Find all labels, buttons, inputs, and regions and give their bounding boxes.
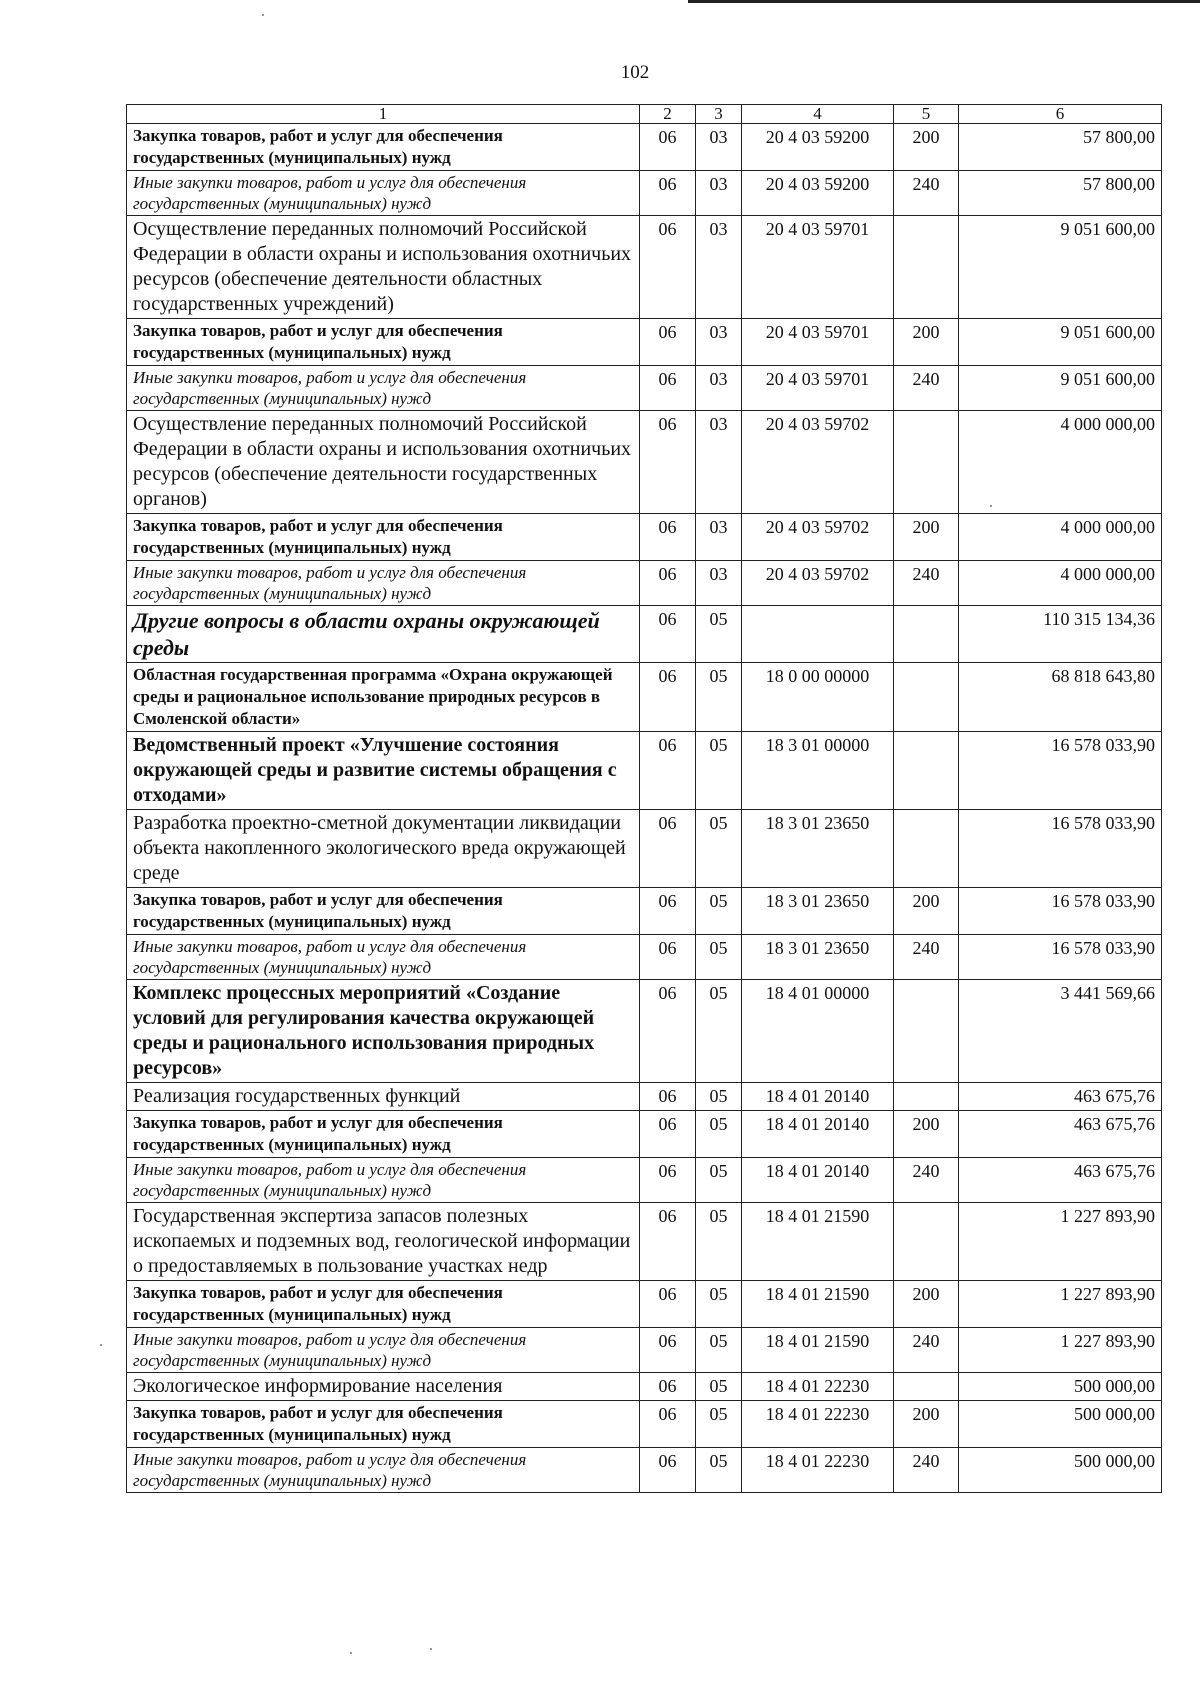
- row-expense-type: 200: [894, 319, 959, 366]
- row-subsection-code: 05: [696, 1373, 742, 1401]
- row-expense-type: [894, 663, 959, 732]
- row-expense-type: [894, 411, 959, 514]
- row-name: Областная государственная программа «Охрана окружающей среды и рациональное использование природных ресурсов в Смоленской области»: [127, 663, 640, 732]
- table-row: [127, 935, 1162, 980]
- row-amount: 16 578 033,90: [959, 732, 1162, 810]
- table-row: [127, 171, 1162, 216]
- row-name: Закупка товаров, работ и услуг для обеспечения государственных (муниципальных) нужд: [127, 319, 640, 366]
- table-row: [127, 319, 1162, 366]
- table-row: [127, 216, 1162, 319]
- row-section-code: 06: [640, 514, 696, 561]
- row-section-code: 06: [640, 1281, 696, 1328]
- row-section-code: 06: [640, 1328, 696, 1373]
- row-amount: 9 051 600,00: [959, 366, 1162, 411]
- table-row: [127, 1328, 1162, 1373]
- table-row: [127, 1203, 1162, 1281]
- row-target-article: 18 4 01 20140: [742, 1158, 894, 1203]
- column-header: 2: [640, 105, 696, 124]
- row-target-article: 18 4 01 21590: [742, 1281, 894, 1328]
- row-name: Закупка товаров, работ и услуг для обеспечения государственных (муниципальных) нужд: [127, 1111, 640, 1158]
- row-expense-type: [894, 1203, 959, 1281]
- row-expense-type: 200: [894, 514, 959, 561]
- row-subsection-code: 03: [696, 411, 742, 514]
- row-name: Иные закупки товаров, работ и услуг для обеспечения государственных (муниципальных) нужд: [127, 1448, 640, 1493]
- row-expense-type: 200: [894, 1401, 959, 1448]
- row-amount: 16 578 033,90: [959, 888, 1162, 935]
- row-target-article: 18 4 01 20140: [742, 1083, 894, 1111]
- row-section-code: 06: [640, 935, 696, 980]
- table-row: [127, 888, 1162, 935]
- column-header: 4: [742, 105, 894, 124]
- row-amount: 463 675,76: [959, 1111, 1162, 1158]
- row-expense-type: 240: [894, 935, 959, 980]
- row-amount: 110 315 134,36: [959, 606, 1162, 663]
- row-expense-type: [894, 606, 959, 663]
- row-target-article: [742, 606, 894, 663]
- table-row: [127, 810, 1162, 888]
- row-amount: 500 000,00: [959, 1448, 1162, 1493]
- table-row: [127, 1281, 1162, 1328]
- row-expense-type: 240: [894, 171, 959, 216]
- table-row: [127, 514, 1162, 561]
- row-amount: 1 227 893,90: [959, 1203, 1162, 1281]
- row-target-article: 18 3 01 23650: [742, 810, 894, 888]
- row-target-article: 18 3 01 23650: [742, 888, 894, 935]
- column-header: 1: [127, 105, 640, 124]
- row-subsection-code: 05: [696, 810, 742, 888]
- row-target-article: 20 4 03 59701: [742, 319, 894, 366]
- row-section-code: 06: [640, 810, 696, 888]
- row-name: Иные закупки товаров, работ и услуг для обеспечения государственных (муниципальных) нужд: [127, 561, 640, 606]
- row-target-article: 18 3 01 23650: [742, 935, 894, 980]
- row-target-article: 18 4 01 00000: [742, 980, 894, 1083]
- row-name: Иные закупки товаров, работ и услуг для обеспечения государственных (муниципальных) нужд: [127, 366, 640, 411]
- table-row: [127, 732, 1162, 810]
- row-expense-type: 240: [894, 366, 959, 411]
- row-amount: 4 000 000,00: [959, 561, 1162, 606]
- budget-table: [126, 104, 1162, 1493]
- row-expense-type: [894, 980, 959, 1083]
- row-subsection-code: 05: [696, 1281, 742, 1328]
- top-edge-rule: [688, 0, 1200, 3]
- row-target-article: 20 4 03 59701: [742, 216, 894, 319]
- table-row: [127, 411, 1162, 514]
- table-row: [127, 1083, 1162, 1111]
- row-name: Закупка товаров, работ и услуг для обеспечения государственных (муниципальных) нужд: [127, 1281, 640, 1328]
- row-section-code: 06: [640, 1401, 696, 1448]
- row-amount: 9 051 600,00: [959, 319, 1162, 366]
- table-row: [127, 980, 1162, 1083]
- row-subsection-code: 05: [696, 1158, 742, 1203]
- column-header: 5: [894, 105, 959, 124]
- row-target-article: 18 0 00 00000: [742, 663, 894, 732]
- row-amount: 16 578 033,90: [959, 810, 1162, 888]
- row-target-article: 18 4 01 21590: [742, 1203, 894, 1281]
- row-target-article: 20 4 03 59702: [742, 411, 894, 514]
- row-subsection-code: 03: [696, 216, 742, 319]
- row-section-code: 06: [640, 980, 696, 1083]
- row-expense-type: 240: [894, 1328, 959, 1373]
- row-section-code: 06: [640, 732, 696, 810]
- row-section-code: 06: [640, 216, 696, 319]
- row-expense-type: [894, 810, 959, 888]
- table-row: [127, 1111, 1162, 1158]
- row-subsection-code: 05: [696, 1328, 742, 1373]
- row-target-article: 20 4 03 59702: [742, 514, 894, 561]
- row-subsection-code: 03: [696, 124, 742, 171]
- row-name: Иные закупки товаров, работ и услуг для обеспечения государственных (муниципальных) нужд: [127, 935, 640, 980]
- row-amount: 57 800,00: [959, 124, 1162, 171]
- row-name: Осуществление переданных полномочий Российской Федерации в области охраны и использования охотничьих ресурсов (обеспечение деятельности областных государственных учреждений): [127, 216, 640, 319]
- row-subsection-code: 03: [696, 561, 742, 606]
- row-section-code: 06: [640, 319, 696, 366]
- row-amount: 1 227 893,90: [959, 1281, 1162, 1328]
- row-target-article: 18 4 01 22230: [742, 1373, 894, 1401]
- row-name: Разработка проектно-сметной документации ликвидации объекта накопленного экологического вреда окружающей среде: [127, 810, 640, 888]
- row-amount: 1 227 893,90: [959, 1328, 1162, 1373]
- row-section-code: 06: [640, 1158, 696, 1203]
- row-amount: 500 000,00: [959, 1373, 1162, 1401]
- row-amount: 4 000 000,00: [959, 514, 1162, 561]
- row-name: Осуществление переданных полномочий Российской Федерации в области охраны и использования охотничьих ресурсов (обеспечение деятельности государственных органов): [127, 411, 640, 514]
- row-subsection-code: 05: [696, 1203, 742, 1281]
- column-header: 6: [959, 105, 1162, 124]
- row-subsection-code: 05: [696, 606, 742, 663]
- row-section-code: 06: [640, 366, 696, 411]
- row-target-article: 18 4 01 21590: [742, 1328, 894, 1373]
- column-number-row: [127, 105, 1162, 124]
- row-subsection-code: 05: [696, 1111, 742, 1158]
- row-name: Иные закупки товаров, работ и услуг для обеспечения государственных (муниципальных) нужд: [127, 1328, 640, 1373]
- row-expense-type: 240: [894, 1158, 959, 1203]
- row-target-article: 18 4 01 20140: [742, 1111, 894, 1158]
- table-row: [127, 1373, 1162, 1401]
- row-section-code: 06: [640, 411, 696, 514]
- row-amount: 9 051 600,00: [959, 216, 1162, 319]
- column-header: 3: [696, 105, 742, 124]
- table-row: [127, 1401, 1162, 1448]
- row-amount: 4 000 000,00: [959, 411, 1162, 514]
- row-name: Иные закупки товаров, работ и услуг для обеспечения государственных (муниципальных) нужд: [127, 1158, 640, 1203]
- row-name: Комплекс процессных мероприятий «Создание условий для регулирования качества окружающей среды и рационального использования природных ресурсов»: [127, 980, 640, 1083]
- row-subsection-code: 05: [696, 888, 742, 935]
- row-expense-type: 240: [894, 561, 959, 606]
- row-expense-type: 200: [894, 888, 959, 935]
- row-section-code: 06: [640, 663, 696, 732]
- row-subsection-code: 05: [696, 1401, 742, 1448]
- table-row: [127, 1158, 1162, 1203]
- row-expense-type: [894, 216, 959, 319]
- table-row: [127, 1448, 1162, 1493]
- table-body: [127, 124, 1162, 1493]
- row-name: Экологическое информирование населения: [127, 1373, 640, 1401]
- row-name: Закупка товаров, работ и услуг для обеспечения государственных (муниципальных) нужд: [127, 514, 640, 561]
- scan-speck: [350, 1652, 352, 1654]
- row-name: Закупка товаров, работ и услуг для обеспечения государственных (муниципальных) нужд: [127, 1401, 640, 1448]
- row-target-article: 18 4 01 22230: [742, 1401, 894, 1448]
- row-section-code: 06: [640, 171, 696, 216]
- row-section-code: 06: [640, 1203, 696, 1281]
- row-amount: 16 578 033,90: [959, 935, 1162, 980]
- row-name: Закупка товаров, работ и услуг для обеспечения государственных (муниципальных) нужд: [127, 888, 640, 935]
- row-expense-type: 200: [894, 1111, 959, 1158]
- row-name: Реализация государственных функций: [127, 1083, 640, 1111]
- row-section-code: 06: [640, 1373, 696, 1401]
- row-amount: 463 675,76: [959, 1158, 1162, 1203]
- table-row: [127, 663, 1162, 732]
- row-subsection-code: 05: [696, 1083, 742, 1111]
- page-number: 102: [620, 62, 650, 83]
- row-target-article: 20 4 03 59701: [742, 366, 894, 411]
- row-subsection-code: 05: [696, 935, 742, 980]
- row-section-code: 06: [640, 1083, 696, 1111]
- row-amount: 68 818 643,80: [959, 663, 1162, 732]
- row-subsection-code: 03: [696, 366, 742, 411]
- row-section-code: 06: [640, 1111, 696, 1158]
- row-target-article: 20 4 03 59702: [742, 561, 894, 606]
- row-subsection-code: 05: [696, 980, 742, 1083]
- row-amount: 463 675,76: [959, 1083, 1162, 1111]
- row-name: Иные закупки товаров, работ и услуг для обеспечения государственных (муниципальных) нужд: [127, 171, 640, 216]
- row-expense-type: 200: [894, 124, 959, 171]
- row-expense-type: 200: [894, 1281, 959, 1328]
- row-section-code: 06: [640, 1448, 696, 1493]
- scan-speck: [262, 14, 264, 16]
- row-expense-type: [894, 1373, 959, 1401]
- row-target-article: 20 4 03 59200: [742, 124, 894, 171]
- row-amount: 57 800,00: [959, 171, 1162, 216]
- row-subsection-code: 03: [696, 319, 742, 366]
- row-amount: 500 000,00: [959, 1401, 1162, 1448]
- row-section-code: 06: [640, 606, 696, 663]
- row-expense-type: [894, 1083, 959, 1111]
- row-amount: 3 441 569,66: [959, 980, 1162, 1083]
- row-target-article: 18 3 01 00000: [742, 732, 894, 810]
- row-target-article: 18 4 01 22230: [742, 1448, 894, 1493]
- row-subsection-code: 05: [696, 663, 742, 732]
- row-section-code: 06: [640, 124, 696, 171]
- scan-speck: [100, 1344, 102, 1346]
- row-section-code: 06: [640, 888, 696, 935]
- row-expense-type: 240: [894, 1448, 959, 1493]
- scan-speck: [430, 1648, 432, 1650]
- row-subsection-code: 05: [696, 1448, 742, 1493]
- table-row: [127, 124, 1162, 171]
- row-expense-type: [894, 732, 959, 810]
- row-subsection-code: 05: [696, 732, 742, 810]
- row-subsection-code: 03: [696, 514, 742, 561]
- table-row: [127, 366, 1162, 411]
- table-row: [127, 561, 1162, 606]
- row-target-article: 20 4 03 59200: [742, 171, 894, 216]
- row-subsection-code: 03: [696, 171, 742, 216]
- row-section-code: 06: [640, 561, 696, 606]
- row-name: Другие вопросы в области охраны окружающей среды: [127, 606, 640, 663]
- row-name: Ведомственный проект «Улучшение состояния окружающей среды и развитие системы обращения с отходами»: [127, 732, 640, 810]
- row-name: Государственная экспертиза запасов полезных ископаемых и подземных вод, геологической информации о предоставляемых в пользование участках недр: [127, 1203, 640, 1281]
- row-name: Закупка товаров, работ и услуг для обеспечения государственных (муниципальных) нужд: [127, 124, 640, 171]
- table-row: [127, 606, 1162, 663]
